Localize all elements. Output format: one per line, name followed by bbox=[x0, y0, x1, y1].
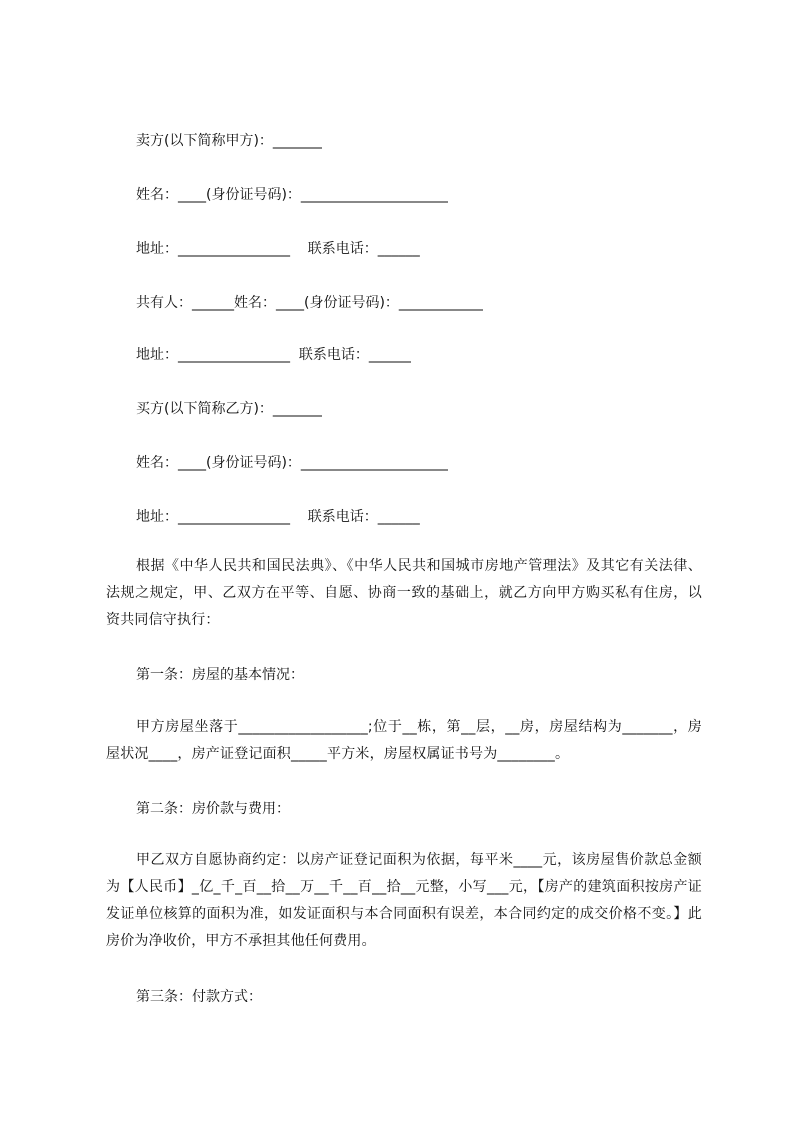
co-owner-address-line: 地址：________________ 联系电话：______ bbox=[136, 347, 411, 363]
article-1-title: 第一条：房屋的基本情况： bbox=[136, 667, 304, 683]
buyer-address-line: 地址：________________ 联系电话：______ bbox=[136, 509, 420, 525]
article-2-body: 甲乙双方自愿协商约定：以房产证登记面积为依据，每平米____元，该房屋售价款总金额为【人民币】_亿_千_百__拾__万__千__百__拾__元整，小写___元，【房产的建筑面积按房产证发证单位核算的面积为准，如发证面积与本合同面积有误差，本合同约定的成交价格不变。】此房价为净收价，甲方不承担其他任何费用。 bbox=[106, 852, 702, 949]
buyer-name-line: 姓名：____(身份证号码)：_____________________ bbox=[136, 455, 448, 471]
co-owner-line: 共有人：______姓名：____(身份证号码)：____________ bbox=[136, 295, 483, 311]
seller-address-line: 地址：________________ 联系电话：______ bbox=[136, 241, 420, 257]
article-2-title: 第二条：房价款与费用： bbox=[136, 801, 290, 817]
article-1-body: 甲方房屋坐落于__________________;位于__栋，第__层，__房，房屋结构为_______，房屋状况____，房产证登记面积_____平方米，房屋权属证书号为________。 bbox=[106, 719, 702, 762]
seller-header: 卖方(以下简称甲方)：_______ bbox=[136, 133, 322, 149]
preamble-paragraph: 根据《中华人民共和国民法典》、《中华人民共和国城市房地产管理法》及其它有关法律、法规之规定，甲、乙双方在平等、自愿、协商一致的基础上，就乙方向甲方购买私有住房，以资共同信守执行： bbox=[106, 558, 702, 628]
article-3-title: 第三条：付款方式： bbox=[136, 989, 262, 1005]
seller-name-line: 姓名：____(身份证号码)：_____________________ bbox=[136, 187, 448, 203]
buyer-header: 买方(以下简称乙方)：_______ bbox=[136, 401, 322, 417]
